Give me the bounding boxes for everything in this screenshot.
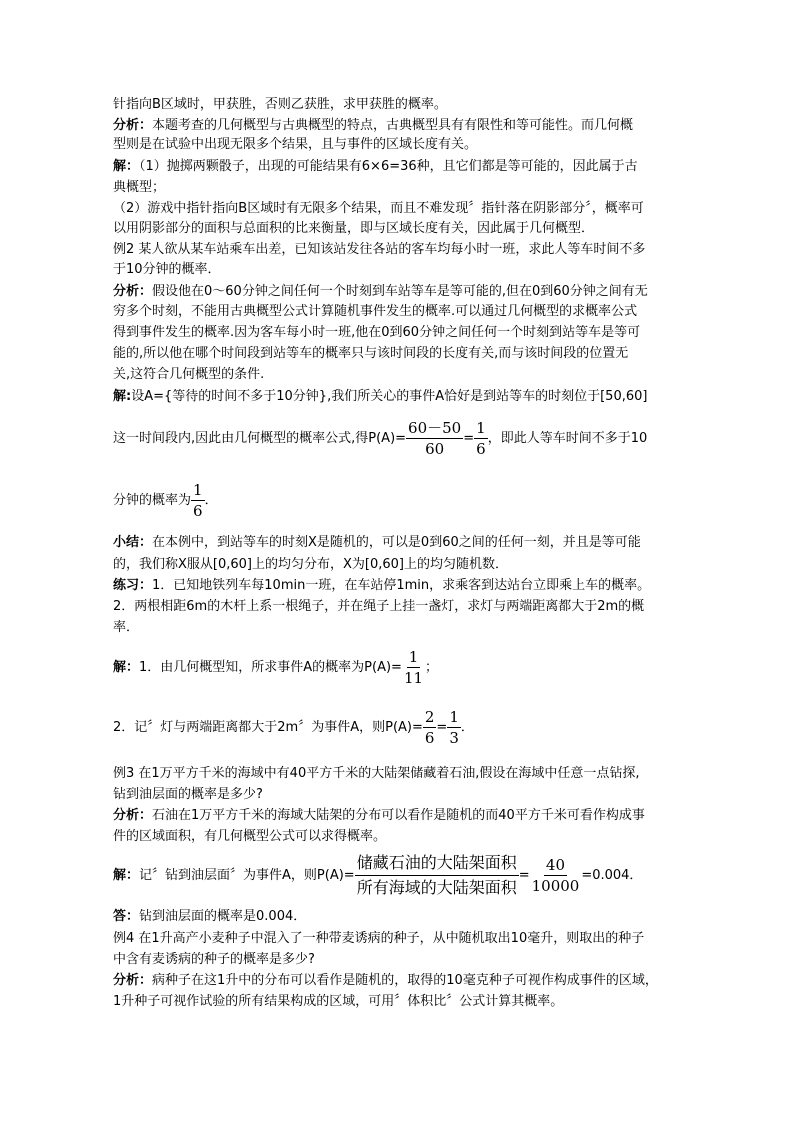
text-line: 型则是在试验中出现无限多个结果，且与事件的区域长度有关。 xyxy=(113,137,478,152)
exercise-label: 练习： xyxy=(113,578,153,593)
text-line: 2．两根相距6m的木杆上系一根绳子，并在绳子上挂一盏灯，求灯与两端距离都大于2m的概 xyxy=(113,599,645,614)
formula-line: 2．记〞灯与两端距离都大于2m〞为事件A，则P(A)= $\frac{2}{6}$ = $\frac{1}{3}$ ． xyxy=(113,708,474,747)
solution-paragraph: 解：（1）抛掷两颗骰子，出现的可能结果有6×6=36种，且它们都是等可能的，因此属于古 xyxy=(113,159,638,174)
text-line: 关,这符合几何概型的条件. xyxy=(113,367,265,382)
solution-label: 解: xyxy=(113,389,132,404)
text-line: 以用阴影部分的面积与总面积的比来衡量，即与区域长度有关，因此属于几何概型． xyxy=(113,221,595,236)
example-3-heading: 例3 在1万平方千米的海域中有40平方千米的大陆架储藏着石油,假设在海域中任意一点钻探, xyxy=(113,766,640,781)
text-line: 中含有麦诱病的种子的概率是多少? xyxy=(113,952,315,967)
text-line: 件的区域面积，有几何概型公式可以求得概率。 xyxy=(113,829,387,844)
text-line: 针指向B区域时，甲获胜，否则乙获胜，求甲获胜的概率。 xyxy=(113,97,447,112)
formula-line: 这一时间段内,因此由几何概型的概率公式,得P(A)= $\frac{60-50}{60}$ = $\frac{1}{6}$ ，即此人等车时间不多于10 xyxy=(113,419,648,458)
fraction: $\frac{60-50}{60}$ xyxy=(408,419,462,458)
analysis-label: 分析： xyxy=(113,808,153,823)
analysis-paragraph: 分析：石油在1万平方千米的海域大陆架的分布可以看作是随机的而40平方千米可看作构成事 xyxy=(113,808,645,823)
analysis-label: 分析： xyxy=(113,284,153,299)
text-line: 于10分钟的概率． xyxy=(113,262,221,277)
analysis-label: 分析： xyxy=(113,118,153,133)
fraction: $\frac{1}{11}$ xyxy=(403,648,424,687)
analysis-paragraph: 分析：本题考查的几何概型与古典概型的特点，古典概型具有有限性和等可能性。而几何概 xyxy=(113,118,634,133)
analysis-paragraph: 分析：假设他在0～60分钟之间任何一个时刻到车站等车是等可能的,但在0到60分钟之间有无 xyxy=(113,284,648,299)
analysis-label: 分析： xyxy=(113,973,153,988)
example-2-heading: 例2 某人欲从某车站乘车出差，已知该站发往各站的客车均每小时一班，求此人等车时间不多 xyxy=(113,242,646,257)
text-line: 的，我们称X服从[0,60]上的均匀分布，X为[0,60]上的均匀随机数． xyxy=(113,557,508,572)
text-line: 典概型； xyxy=(113,180,166,195)
summary-label: 小结： xyxy=(113,535,153,550)
text-line: （2）游戏中指针指向B区域时有无限多个结果，而且不难发现〞指针落在阴影部分〞，概率可 xyxy=(113,201,644,216)
formula-line: 解：记〞钻到油层面〞为事件A，则P(A)= $\frac{\text{储藏石油的大陆架面积}}{\text{所有海域的大陆架面积}}$ = $\frac{40}{10000}$ =0.004． xyxy=(113,853,643,897)
analysis-paragraph: 分析：病种子在这1升中的分布可以看作是随机的，取得的10毫克种子可视作构成事件的区域， xyxy=(113,973,658,988)
text-line: 能的,所以他在哪个时间段到站等车的概率只与该时间段的长度有关,而与该时间段的位置无 xyxy=(113,346,629,361)
formula-line: 解：1．由几何概型知，所求事件A的概率为P(A)= $\frac{1}{11}$ ； xyxy=(113,648,439,687)
fraction: $\frac{40}{10000}$ xyxy=(531,856,580,895)
summary-paragraph: 小结：在本例中，到站等车的时刻X是随机的，可以是0到60之间的任何一刻，并且是等可能 xyxy=(113,535,641,550)
text-line: 率． xyxy=(113,620,140,635)
answer-paragraph: 答：钻到油层面的概率是0.004． xyxy=(113,909,307,924)
solution-label: 解： xyxy=(113,868,140,883)
exercise-paragraph: 练习：1．已知地铁列车每10min一班，在车站停1min，求乘客到达站台立即乘上车的概率。 xyxy=(113,578,651,593)
text-line: 1升种子可视作试验的所有结果构成的区域，可用〞体积比〞公式计算其概率。 xyxy=(113,994,564,1009)
solution-label: 解： xyxy=(113,660,140,675)
solution-label: 解： xyxy=(113,159,140,174)
example-4-heading: 例4 在1升高产小麦种子中混入了一种带麦诱病的种子，从中随机取出10毫升，则取出的种子 xyxy=(113,931,645,946)
fraction: $\frac{2}{6}$ xyxy=(424,708,435,747)
fraction: $\frac{1}{6}$ xyxy=(193,481,203,520)
fraction: $\frac{1}{6}$ xyxy=(476,419,486,458)
formula-line: 分钟的概率为 $\frac{1}{6}$ ． xyxy=(113,481,218,520)
fraction: $\frac{1}{3}$ xyxy=(449,708,459,747)
text-line: 穷多个时刻，不能用古典概型公式计算随机事件发生的概率.可以通过几何概型的求概率公式 xyxy=(113,304,638,319)
answer-label: 答： xyxy=(113,909,140,924)
solution-paragraph: 解:设A={等待的时间不多于10分钟},我们所关心的事件A恰好是到站等车的时刻位于[50,60] xyxy=(113,389,648,404)
fraction: $\frac{\text{储藏石油的大陆架面积}}{\text{所有海域的大陆架面积}}$ xyxy=(356,853,517,897)
text-line: 得到事件发生的概率.因为客车每小时一班,他在0到60分钟之间任何一个时刻到站等车是等可 xyxy=(113,325,641,340)
text-line: 钻到油层面的概率是多少? xyxy=(113,787,263,802)
